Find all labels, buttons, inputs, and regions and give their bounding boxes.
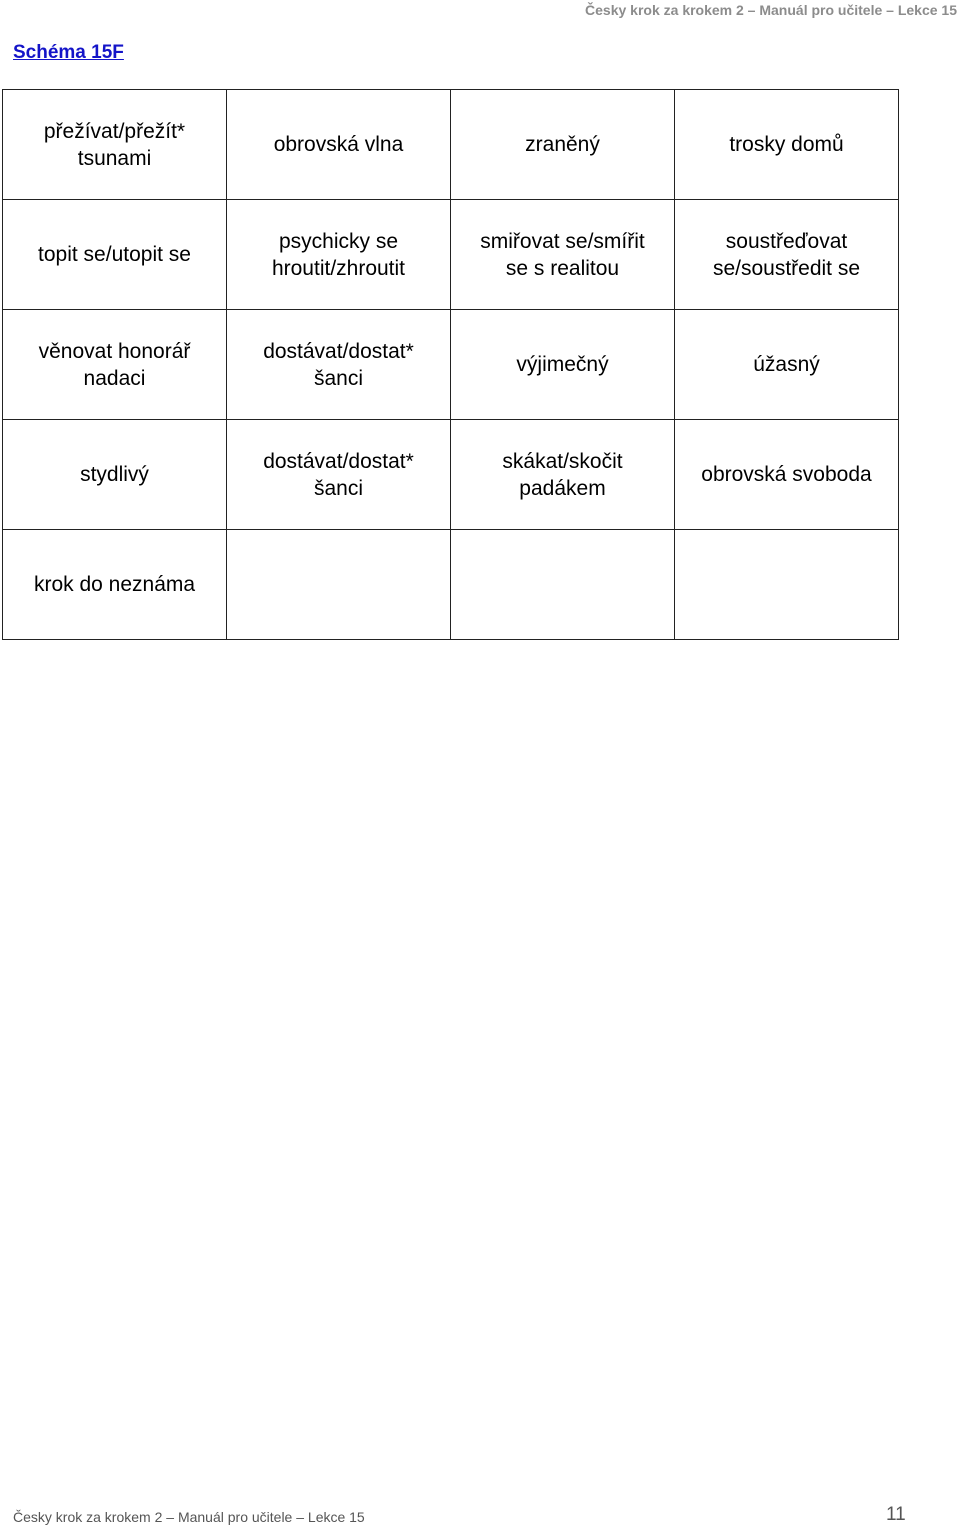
running-footer: Česky krok za krokem 2 – Manuál pro učitele – Lekce 15: [13, 1509, 365, 1525]
table-row: [3, 310, 899, 420]
card-cell: trosky domů: [675, 90, 899, 200]
table-row: [3, 530, 899, 640]
card-cell: věnovat honorář nadaci: [3, 310, 227, 420]
card-cell: stydlivý: [3, 420, 227, 530]
card-cell: zraněný: [451, 90, 675, 200]
card-cell: smiřovat se/smířit se s realitou: [451, 200, 675, 310]
table-row: [3, 90, 899, 200]
card-cell: přežívat/přežít* tsunami: [3, 90, 227, 200]
card-cell: krok do neznáma: [3, 530, 227, 640]
card-cell: [227, 530, 451, 640]
card-cell: psychicky se hroutit/zhroutit: [227, 200, 451, 310]
card-cell: výjimečný: [451, 310, 675, 420]
card-cell: topit se/utopit se: [3, 200, 227, 310]
card-cell: obrovská vlna: [227, 90, 451, 200]
schema-title-link[interactable]: Schéma 15F: [13, 42, 124, 63]
card-cell: skákat/skočit padákem: [451, 420, 675, 530]
card-cell: dostávat/dostat* šanci: [227, 310, 451, 420]
table-row: [3, 420, 899, 530]
card-cell: soustřeďovat se/soustředit se: [675, 200, 899, 310]
page-number: 11: [886, 1504, 906, 1525]
running-header: Česky krok za krokem 2 – Manuál pro učitele – Lekce 15: [585, 2, 957, 18]
card-cell: [451, 530, 675, 640]
vocabulary-cards-table: [2, 89, 899, 640]
table-row: [3, 200, 899, 310]
card-cell: dostávat/dostat* šanci: [227, 420, 451, 530]
card-cell: úžasný: [675, 310, 899, 420]
card-cell: obrovská svoboda: [675, 420, 899, 530]
card-cell: [675, 530, 899, 640]
